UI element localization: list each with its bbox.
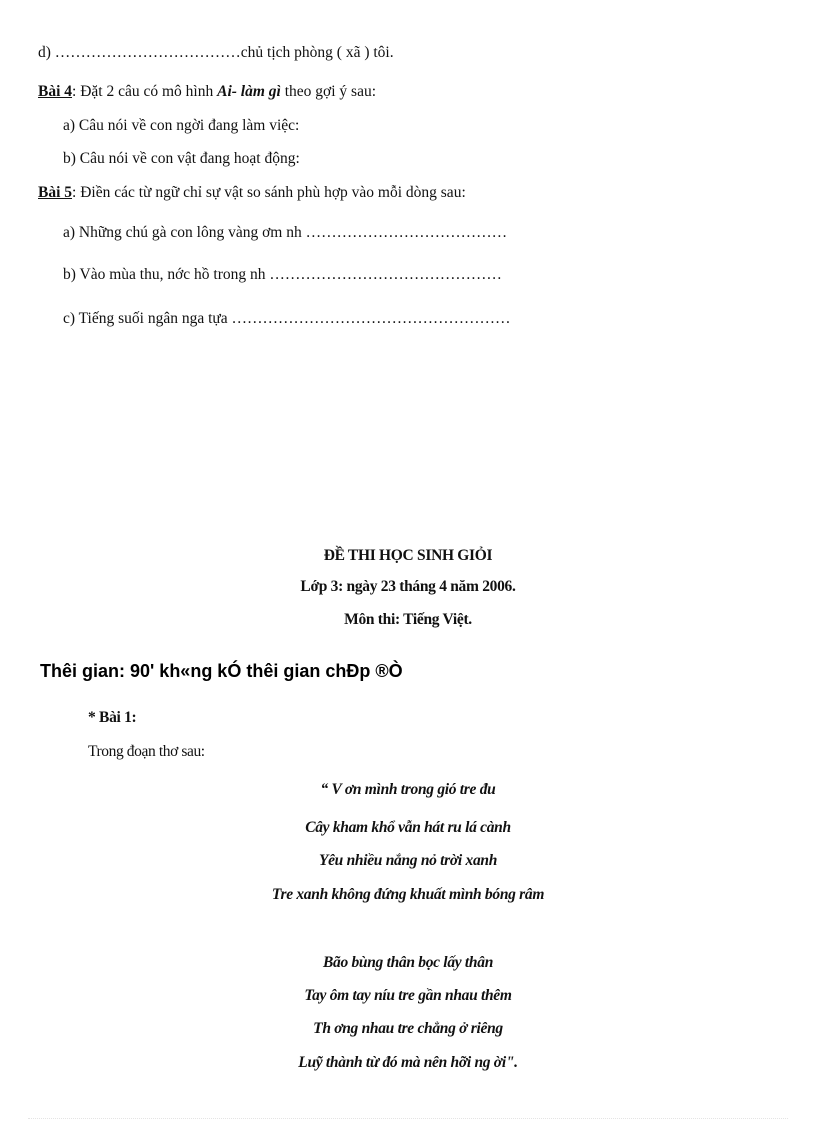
poem-line-5: Bão bùng thân bọc lấy thân (322, 954, 494, 971)
bai4-item-a: a) Câu nói về con ngời đang làm việc: (63, 117, 300, 134)
exercise-item-d: d) ………………………………chủ tịch phòng ( xã ) tôi. (38, 44, 394, 61)
bai4-text-after: theo gợi ý sau: (280, 83, 377, 100)
poem-line-6: Tay ôm tay níu tre gần nhau thêm (304, 987, 512, 1004)
bai5-label: Bài 5 (38, 184, 73, 201)
page-bottom-rule (28, 1118, 788, 1119)
bai4-label: Bài 4 (38, 83, 73, 100)
bai4-item-b: b) Câu nói về con vật đang hoạt động: (63, 150, 300, 167)
poem-line-8: Luỹ thành từ đó mà nên hỡi ng ời". (298, 1054, 518, 1071)
poem-line-3: Yêu nhiều nắng nỏ trời xanh (318, 852, 498, 869)
bai4-text-before: : Đặt 2 câu có mô hình (72, 83, 218, 100)
question1-label: * Bài 1: (88, 709, 137, 726)
poem-line-4: Tre xanh không đứng khuất mình bóng râm (271, 886, 545, 903)
poem-line-1: “ V ơn mình trong gió tre đu (320, 781, 496, 798)
bai5-text: : Điền các từ ngữ chỉ sự vật so sánh phù hợp vào mỗi dòng sau: (72, 184, 466, 201)
bai5-item-c: c) Tiếng suối ngân nga tựa ……………………………………………… (63, 310, 511, 327)
question1-intro: Trong đoạn thơ sau: (88, 743, 205, 760)
bai5-heading (38, 184, 466, 202)
bai5-item-b: b) Vào mùa thu, nớc hồ trong nh ……………………………………… (63, 266, 502, 283)
bai4-emphasis: Ai- làm gì (217, 83, 281, 100)
exam-subject: Môn thi: Tiếng Việt. (344, 611, 472, 628)
poem-line-7: Th ơng nhau tre chẳng ở riêng (313, 1020, 503, 1037)
exam-class-date: Lớp 3: ngày 23 tháng 4 năm 2006. (300, 578, 516, 595)
bai5-item-a: a) Những chú gà con lông vàng ơm nh ………………………………… (63, 224, 508, 241)
poem-line-2: Cây kham khổ vẫn hát ru lá cành (305, 819, 511, 836)
exam-title: ĐỀ THI HỌC SINH GIỎI (323, 547, 493, 564)
bai4-heading (38, 83, 376, 101)
exam-time-line: Thêi gian: 90' kh«ng kÓ thêi gian chÐp ®Ò (40, 661, 403, 681)
